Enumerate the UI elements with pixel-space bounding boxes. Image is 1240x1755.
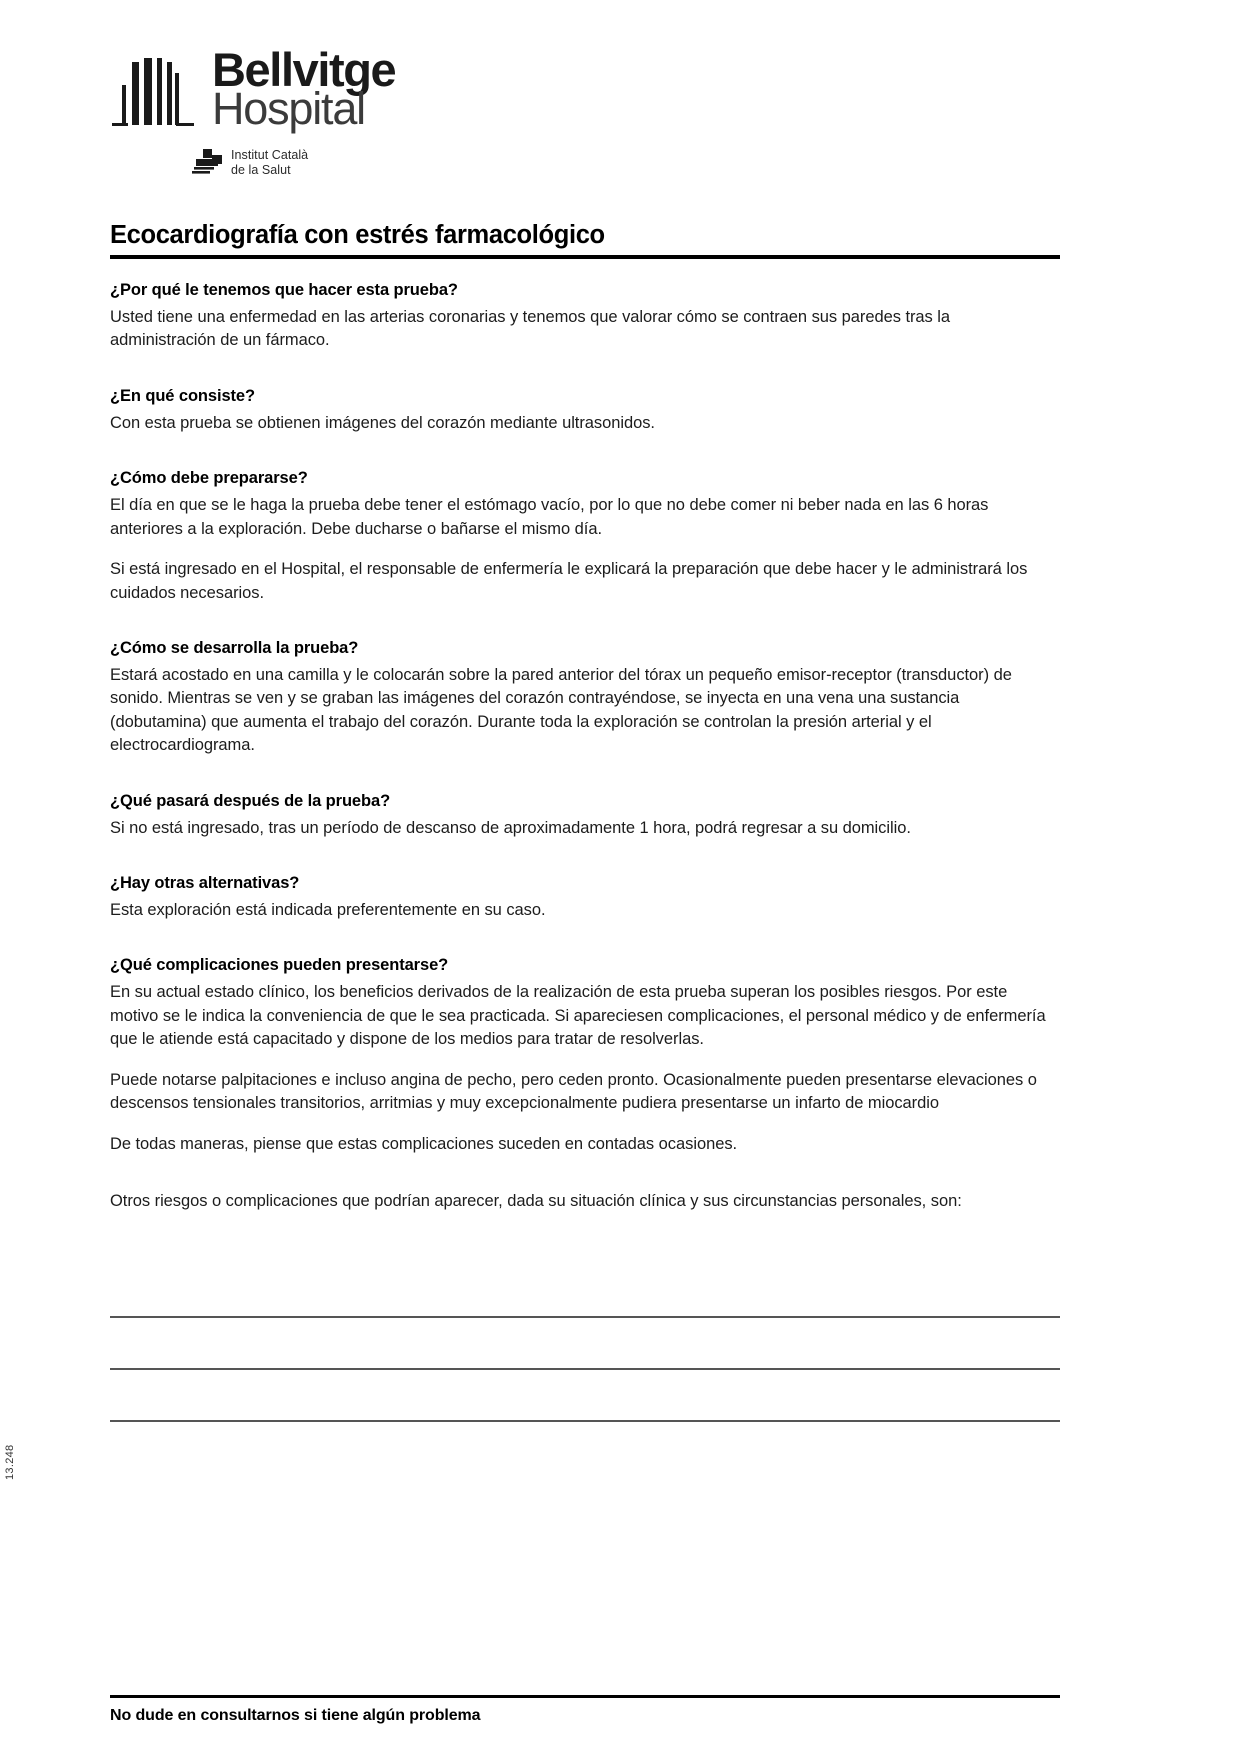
ics-line-1: Institut Català (231, 148, 309, 162)
section-heading: ¿Hay otras alternativas? (110, 874, 300, 893)
section-paragraph: Si no está ingresado, tras un período de descanso de aproximadamente 1 hora, podrá regresar a su domicilio. (110, 818, 911, 837)
title-divider (110, 255, 1060, 259)
section-alternativas (110, 874, 1060, 922)
section-heading: ¿Qué complicaciones pueden presentarse? (110, 956, 449, 975)
section-paragraph: El día en que se le haga la prueba debe tener el estómago vacío, por lo que no debe comer ni beber nada en las 6 horas anteriores a la exploración. Debe ducharse o bañarse el mismo día. (110, 496, 989, 538)
page-title: Ecocardiografía con estrés farmacológico (110, 221, 605, 249)
section-por-que (110, 281, 1060, 353)
section-que-pasara-despues (110, 792, 1060, 840)
section-heading: ¿Cómo debe prepararse? (110, 469, 308, 488)
section-como-se-desarrolla (110, 639, 1060, 758)
document-body (110, 281, 1060, 1213)
logo-row (110, 43, 530, 138)
ics-cross-icon (192, 149, 222, 176)
section-heading: ¿Cómo se desarrolla la prueba? (110, 638, 359, 657)
section-complicaciones (110, 956, 1060, 1156)
write-in-line[interactable] (110, 1316, 1060, 1318)
section-paragraph: Con esta prueba se obtienen imágenes del corazón mediante ultrasonidos. (110, 413, 655, 432)
section-heading: ¿Qué pasará después de la prueba? (110, 791, 391, 810)
section-en-que-consiste (110, 387, 1060, 435)
section-heading: ¿En qué consiste? (110, 386, 255, 405)
section-paragraph: De todas maneras, piense que estas complicaciones suceden en contadas ocasiones. (110, 1134, 738, 1153)
section-como-prepararse (110, 469, 1060, 605)
section-paragraph: Puede notarse palpitaciones e incluso angina de pecho, pero ceden pronto. Ocasionalmente pueden presentarse elevaciones o descensos tensionales transitorios, arritmias y muy excepcionalmente pudiera presentarse un infarto de miocardio (110, 1070, 1037, 1113)
section-paragraph: Si está ingresado en el Hospital, el responsable de enfermería le explicará la preparación que debe hacer y le administrará los cuidados necesarios. (110, 560, 1028, 602)
section-heading: ¿Por qué le tenemos que hacer esta prueba? (110, 281, 458, 299)
logo-wordmark (212, 43, 396, 135)
bellvitge-bars-icon (110, 52, 198, 138)
footer-note: No dude en consultarnos si tiene algún problema (110, 1707, 481, 1724)
hospital-logo-header (110, 43, 530, 188)
ics-line-2: de la Salut (231, 162, 291, 177)
write-in-line[interactable] (110, 1420, 1060, 1422)
logo-sub-text: Hospital (212, 83, 365, 135)
write-in-line[interactable] (110, 1368, 1060, 1370)
section-paragraph: Estará acostado en una camilla y le colocarán sobre la pared anterior del tórax un pequeño emisor-receptor (transductor) de sonido. Mientras se ven y se graban las imágenes del corazón contrayéndose, se inyecta en una vena una sustancia (dobutamina) que aumenta el trabajo del corazón. Durante toda la exploración se controlan la presión arterial y el electrocardiograma. (110, 665, 1012, 755)
section-paragraph: En su actual estado clínico, los beneficios derivados de la realización de esta prueba superan los posibles riesgos. Por este motivo se le indica la conveniencia de que le sea practicada. Si apareciesen complicaciones, el personal médico y de enfermería que le atiende está capacitado y dispone de los medios para tratar de resolverlas. (110, 983, 1046, 1049)
ics-wordmark (231, 148, 308, 178)
ics-logo (192, 148, 308, 178)
footer-divider (110, 1695, 1060, 1698)
section-paragraph: Esta exploración está indicada preferentemente en su caso. (110, 901, 546, 920)
write-in-lines (110, 1316, 1060, 1472)
document-reference-code: 13.248 (4, 1444, 16, 1480)
closing-paragraph: Otros riesgos o complicaciones que podrían aparecer, dada su situación clínica y sus circunstancias personales, son: (110, 1192, 962, 1211)
logo-brand-text: Bellvitge (212, 43, 396, 96)
section-paragraph: Usted tiene una enfermedad en las arterias coronarias y tenemos que valorar cómo se contraen sus paredes tras la administración de un fármaco. (110, 308, 951, 350)
